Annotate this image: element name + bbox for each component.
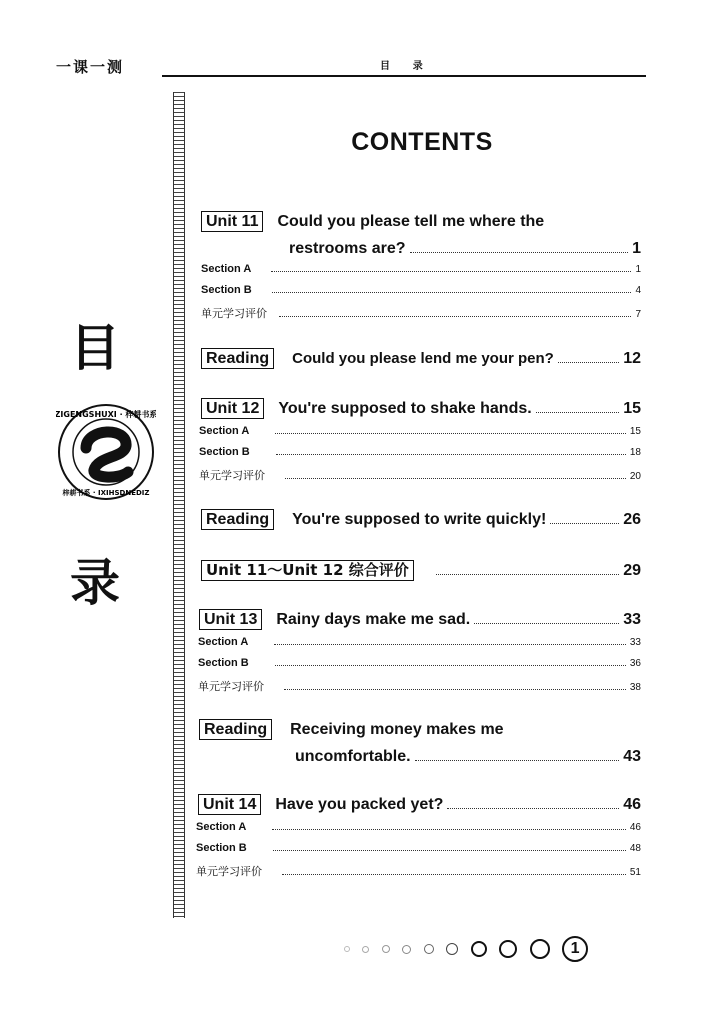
page-number: 12 (623, 350, 641, 367)
leader-dots (436, 574, 619, 575)
emblem-text-top: ZIGENGSHUXI · 梓耕书系 (56, 410, 156, 419)
leader-dots (284, 689, 626, 690)
unit-label: Unit 11 (201, 211, 263, 232)
toc-entry-unit-13[interactable] (199, 609, 641, 630)
decor-circle (424, 944, 434, 954)
sub-label: 单元学习评价 (199, 469, 265, 482)
toc-entry-reading-3[interactable] (199, 719, 641, 766)
decor-circle (382, 945, 390, 953)
decor-circle (344, 946, 350, 952)
sub-label: Section A (201, 263, 252, 275)
decor-circle (530, 939, 550, 959)
unit-label: Unit 14 (198, 794, 261, 815)
leader-dots (282, 874, 626, 875)
header-logo: 一课一测 (56, 59, 125, 76)
reading-label: Reading (199, 719, 272, 740)
toc-sub-row[interactable] (198, 678, 641, 694)
toc-entry-unit-12[interactable] (201, 398, 641, 419)
sub-label: Section A (196, 821, 247, 833)
toc-sub-row[interactable] (196, 842, 641, 854)
sub-label: Section B (201, 284, 252, 296)
page-number: 26 (623, 511, 641, 528)
leader-dots (274, 644, 626, 645)
page-number: 29 (623, 562, 641, 579)
reading-label: Reading (201, 509, 274, 530)
side-char-lu: 录 (70, 554, 120, 612)
page-number: 15 (623, 400, 641, 417)
leader-dots (275, 433, 626, 434)
page-number: 1 (632, 240, 641, 257)
leader-dots (536, 412, 620, 413)
sub-label: Section A (199, 425, 250, 437)
reading-label: Reading (201, 348, 274, 369)
leader-dots (550, 523, 619, 524)
toc-entry-unit-14[interactable] (198, 794, 641, 815)
leader-dots (415, 760, 620, 761)
leader-dots (279, 316, 631, 317)
sub-label: Section A (198, 636, 249, 648)
decor-circle (446, 943, 458, 955)
sub-page: 46 (629, 822, 641, 833)
leader-dots (271, 271, 631, 272)
toc-entry-unit-11[interactable] (201, 211, 641, 258)
sub-page: 4 (635, 285, 641, 296)
sub-page: 48 (629, 843, 641, 854)
sub-label: 单元学习评价 (201, 307, 267, 320)
leader-dots (447, 808, 619, 809)
toc-entry-reading-1[interactable] (201, 348, 641, 369)
toc-sub-row[interactable] (201, 284, 641, 296)
sub-page: 51 (629, 867, 641, 878)
leader-dots (474, 623, 619, 624)
unit-label: Unit 12 (201, 398, 264, 419)
entry-title: You're supposed to write quickly! (292, 511, 547, 528)
leader-dots (272, 292, 632, 293)
sub-label: Section B (198, 657, 249, 669)
sub-label: Section B (199, 446, 250, 458)
decor-circle (362, 946, 369, 953)
decor-circle (402, 945, 411, 954)
sub-page: 36 (629, 658, 641, 669)
leader-dots (276, 454, 626, 455)
entry-title: Could you please tell me where the (277, 213, 545, 230)
toc-sub-row[interactable] (201, 263, 641, 275)
leader-dots (273, 850, 626, 851)
leader-dots (275, 665, 626, 666)
toc-entry-reading-2[interactable] (201, 509, 641, 530)
unit-label: Unit 13 (199, 609, 262, 630)
header-center-title: 目 录 (380, 61, 433, 72)
toc-sub-row[interactable] (199, 467, 641, 483)
entry-title: You're supposed to shake hands. (278, 400, 532, 417)
review-label: Unit 11～Unit 12 综合评价 (201, 560, 414, 581)
emblem-logo (56, 402, 156, 507)
toc-sub-row[interactable] (198, 657, 641, 669)
sub-page: 7 (635, 309, 641, 320)
emblem-text-bottom: 梓耕书系 · IXIHSDNEDIZ (62, 489, 150, 497)
toc-sub-row[interactable] (201, 305, 641, 321)
decor-circle (499, 940, 517, 958)
header-rule (162, 75, 646, 77)
sub-label: 单元学习评价 (196, 865, 262, 878)
toc-sub-row[interactable] (196, 863, 641, 879)
sub-label: 单元学习评价 (198, 680, 264, 693)
page-number: 46 (623, 796, 641, 813)
sub-page: 15 (629, 426, 641, 437)
leader-dots (558, 362, 619, 363)
page-number: 33 (623, 611, 641, 628)
toc-sub-row[interactable] (199, 425, 641, 437)
sub-page: 20 (629, 471, 641, 482)
sub-label: Section B (196, 842, 247, 854)
vertical-strip (173, 92, 185, 918)
leader-dots (272, 829, 626, 830)
sub-page: 33 (629, 637, 641, 648)
toc-entry-review[interactable] (201, 560, 641, 581)
toc-sub-row[interactable] (199, 446, 641, 458)
sub-page: 1 (635, 264, 641, 275)
toc-sub-row[interactable] (198, 636, 641, 648)
page-number-circle: 1 (562, 936, 588, 962)
entry-title: Could you please lend me your pen? (292, 350, 554, 367)
footer-circles (344, 936, 596, 962)
page-number: 43 (623, 748, 641, 765)
sub-page: 18 (629, 447, 641, 458)
page-title: CONTENTS (351, 128, 493, 156)
decor-circle (471, 941, 487, 957)
entry-title: Rainy days make me sad. (276, 611, 471, 628)
entry-title: restrooms are? (289, 240, 406, 257)
entry-title: uncomfortable. (295, 748, 411, 765)
entry-title: Receiving money makes me (290, 721, 504, 738)
sub-page: 38 (629, 682, 641, 693)
side-char-mu: 目 (70, 319, 120, 377)
toc-sub-row[interactable] (196, 821, 641, 833)
entry-title: Have you packed yet? (275, 796, 444, 813)
leader-dots (410, 252, 629, 253)
leader-dots (285, 478, 626, 479)
